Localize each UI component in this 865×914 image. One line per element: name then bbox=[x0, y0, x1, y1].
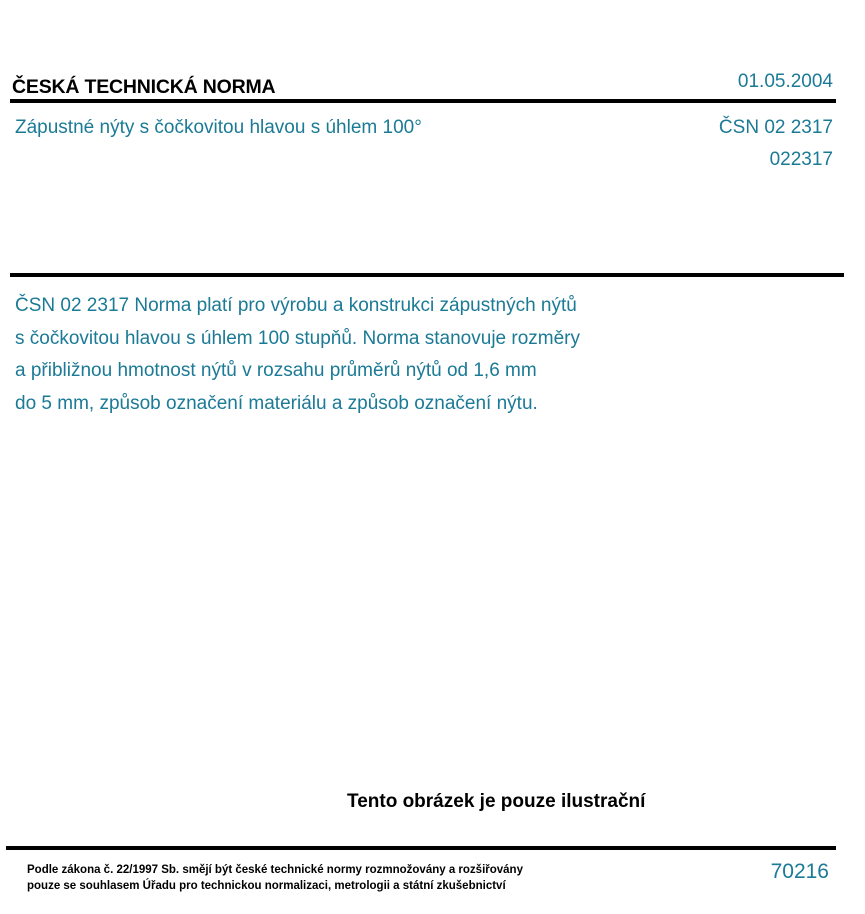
abstract-line: s čočkovitou hlavou s úhlem 100 stupňů. Norma stanovuje rozměry bbox=[15, 327, 580, 349]
standard-number: 022317 bbox=[769, 149, 833, 170]
document-header-title: ČESKÁ TECHNICKÁ NORMA bbox=[12, 76, 276, 98]
standard-code: ČSN 02 2317 bbox=[718, 117, 833, 138]
legal-line: pouze se souhlasem Úřadu pro technickou normalizaci, metrologii a státní zkušebnictví bbox=[27, 879, 506, 892]
legal-line: Podle zákona č. 22/1997 Sb. smějí být české technické normy rozmnožovány a rozšiřovány bbox=[27, 864, 523, 876]
publication-date: 01.05.2004 bbox=[737, 71, 833, 92]
abstract-line: do 5 mm, způsob označení materiálu a způsob označení nýtu. bbox=[15, 392, 538, 414]
legal-notice bbox=[27, 863, 523, 894]
catalog-code: 70216 bbox=[770, 860, 829, 883]
abstract-line: ČSN 02 2317 Norma platí pro výrobu a konstrukci zápustných nýtů bbox=[15, 295, 577, 316]
abstract-text bbox=[15, 290, 675, 420]
section-divider bbox=[10, 273, 844, 277]
abstract-line: a přibližnou hmotnost nýtů v rozsahu průměrů nýtů od 1,6 mm bbox=[15, 360, 537, 381]
header-divider bbox=[10, 99, 836, 103]
footer-divider bbox=[6, 846, 836, 850]
standard-title: Zápustné nýty s čočkovitou hlavou s úhlem 100° bbox=[15, 117, 422, 138]
illustration-note: Tento obrázek je pouze ilustrační bbox=[347, 791, 646, 812]
